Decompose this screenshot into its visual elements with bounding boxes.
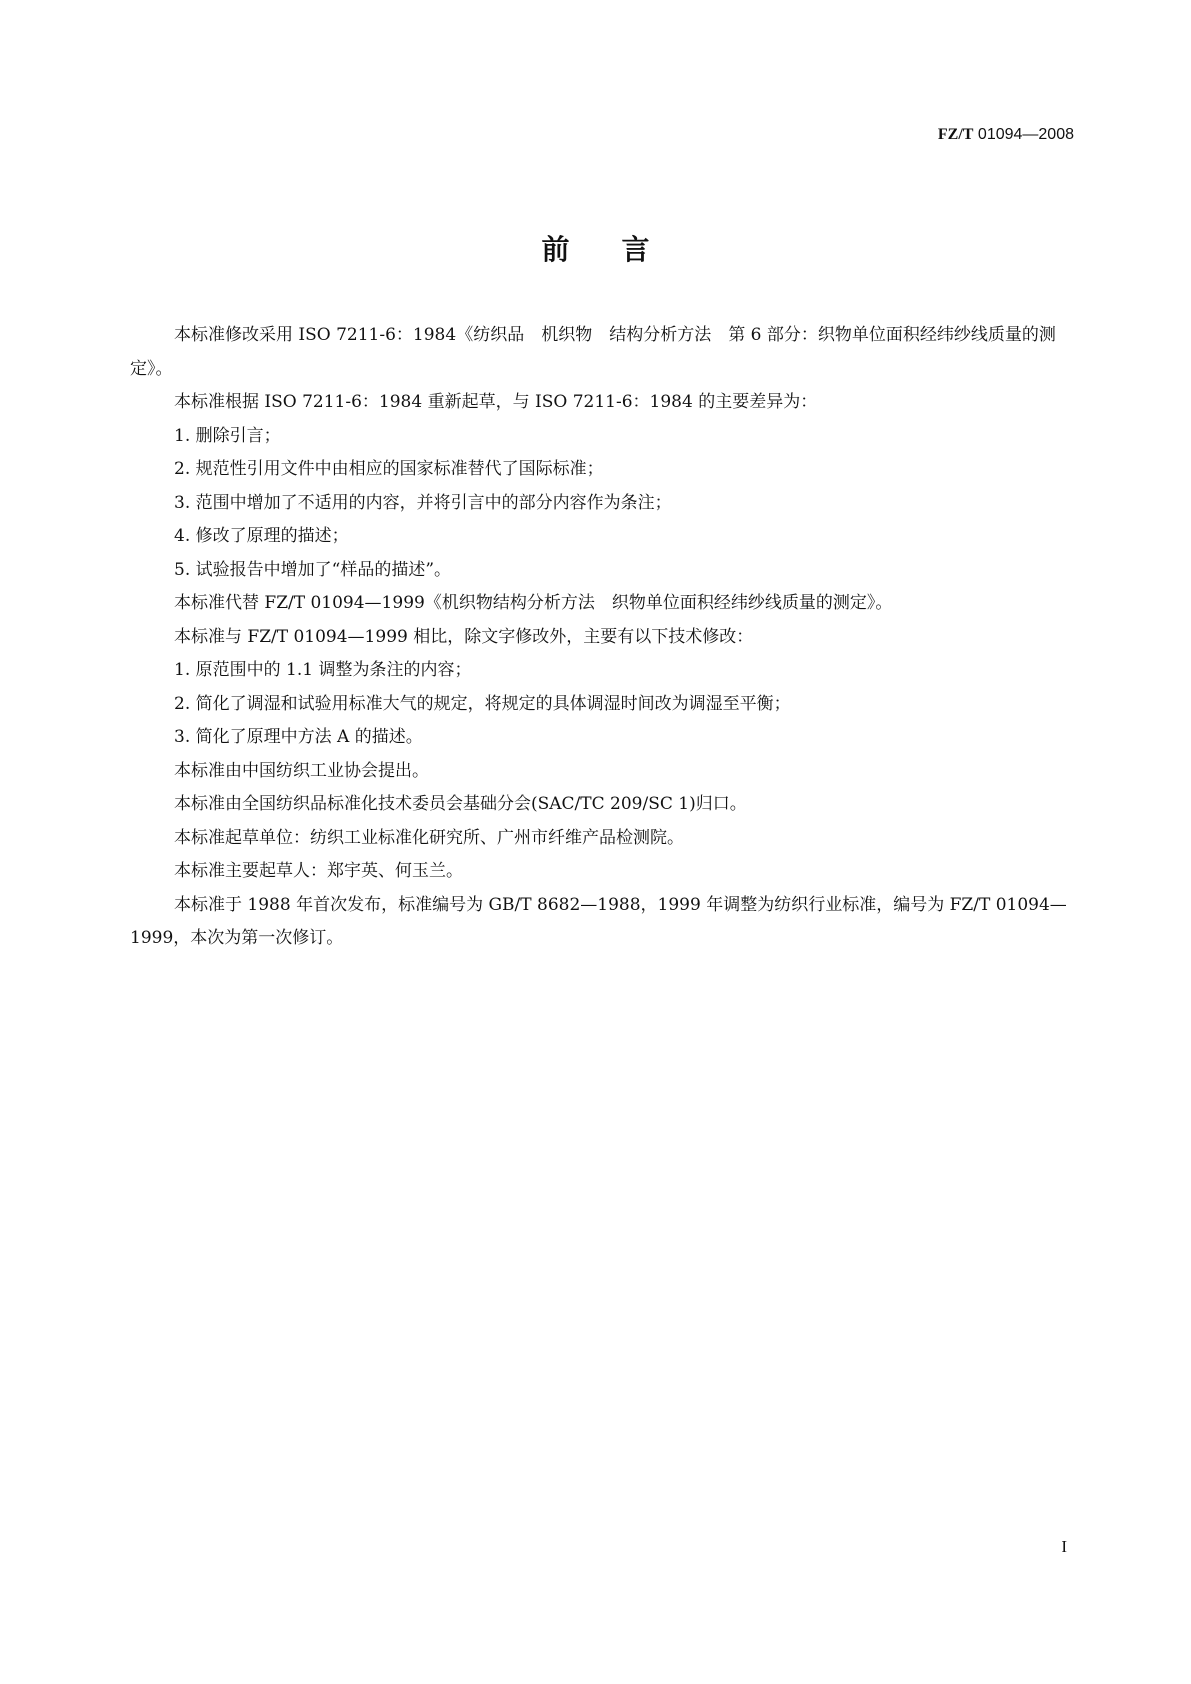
list-item: 4. 修改了原理的描述； <box>174 526 349 546</box>
paragraph: 本标准修改采用 ISO 7211-6：1984《纺织品 机织物 结构分析方法 第 6 部分：织物单位面积经纬纱线质量的测定》。 <box>130 325 1056 379</box>
standard-code-number: 01094—2008 <box>973 126 1074 143</box>
list-item: 1. 原范围中的 1.1 调整为条注的内容； <box>174 660 472 680</box>
page-title: 前言 <box>541 233 702 266</box>
paragraph: 本标准与 FZ/T 01094—1999 相比，除文字修改外，主要有以下技术修改： <box>174 626 754 647</box>
paragraph: 本标准起草单位：纺织工业标准化研究所、广州市纤维产品检测院。 <box>174 827 684 848</box>
paragraph: 本标准由全国纺织品标准化技术委员会基础分会(SAC/TC 209/SC 1)归口。 <box>174 794 747 814</box>
paragraph: 本标准根据 ISO 7211-6：1984 重新起草，与 ISO 7211-6：1984 的主要差异为： <box>174 392 818 412</box>
list-item: 3. 简化了原理中方法 A 的描述。 <box>174 727 423 747</box>
page-number: I <box>1061 1537 1067 1556</box>
paragraph: 本标准主要起草人：郑宇英、何玉兰。 <box>174 861 463 881</box>
list-item: 2. 规范性引用文件中由相应的国家标准替代了国际标准； <box>174 459 604 479</box>
list-item: 1. 删除引言； <box>174 425 281 446</box>
paragraph: 本标准于 1988 年首次发布，标准编号为 GB/T 8682—1988，1999 年调整为纺织行业标准，编号为 FZ/T 01094—1999，本次为第一次修订。 <box>130 894 1067 948</box>
list-item: 3. 范围中增加了不适用的内容，并将引言中的部分内容作为条注； <box>174 492 672 513</box>
standard-code <box>938 126 1074 144</box>
paragraph: 本标准由中国纺织工业协会提出。 <box>174 760 429 781</box>
foreword-body <box>130 319 1070 956</box>
list-item: 5. 试验报告中增加了“样品的描述”。 <box>174 559 452 580</box>
standard-code-prefix: FZ/T <box>937 126 974 143</box>
list-item: 2. 简化了调湿和试验用标准大气的规定，将规定的具体调湿时间改为调湿至平衡； <box>174 693 791 714</box>
paragraph: 本标准代替 FZ/T 01094—1999《机织物结构分析方法 织物单位面积经纬纱线质量的测定》。 <box>174 593 893 613</box>
